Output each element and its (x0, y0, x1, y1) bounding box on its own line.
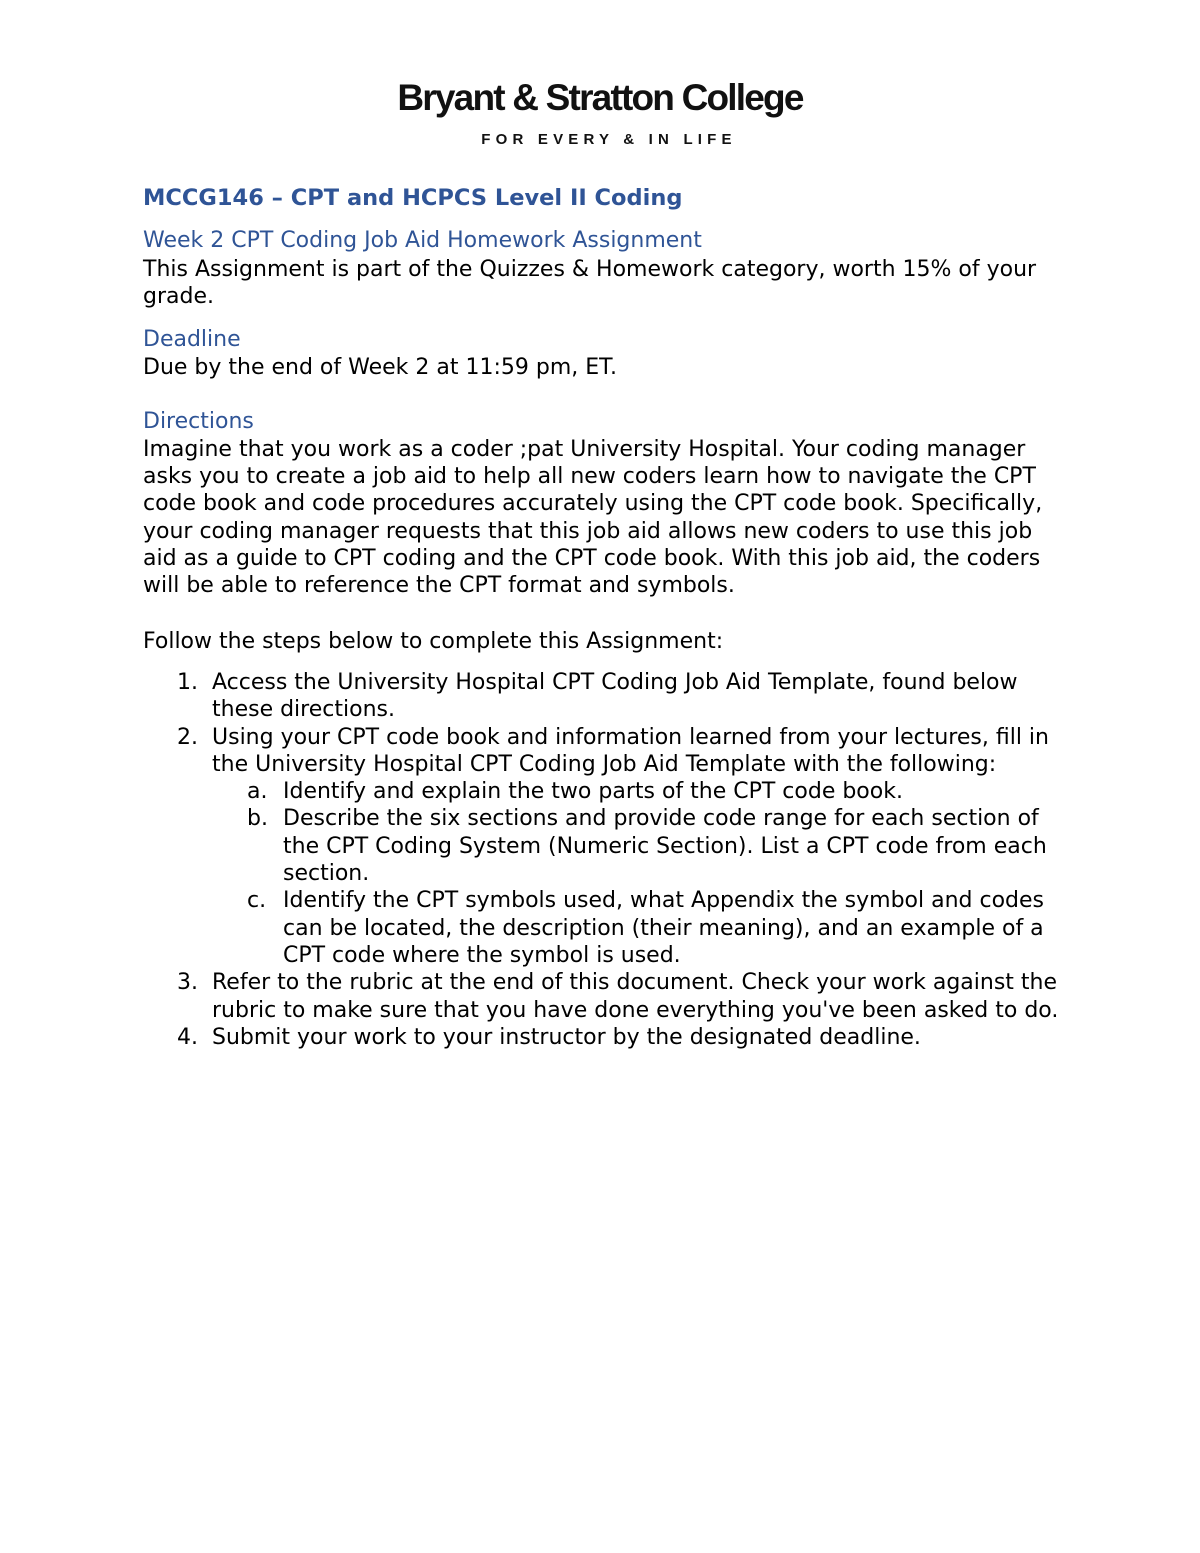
substep-letter: a. (247, 779, 268, 805)
assignment-content (143, 182, 1063, 1051)
steps-list (143, 669, 1063, 1051)
substep-letter: b. (247, 806, 268, 832)
deadline-text: Due by the end of Week 2 at 11:59 pm, ET. (143, 354, 617, 380)
step-item (143, 969, 1063, 1024)
substep-item (212, 805, 1063, 887)
step-text: Access the University Hospital CPT Coding Job Aid Template, found below these directions. (212, 669, 1018, 723)
step-text: Refer to the rubric at the end of this document. Check your work against the rubric to make sure that you have done everything you've been asked to do. (212, 970, 1059, 1023)
substep-text: Describe the six sections and provide code range for each section of the CPT Coding System (Numeric Section). List a CPT code from each section. (283, 806, 1047, 887)
step-number: 2. (177, 724, 198, 750)
directions-text: Imagine that you work as a coder ;pat University Hospital. Your coding manager asks you to create a job aid to help all new coders learn how to navigate the CPT code book and code procedures accurately using the CPT code book. Specifically, your coding manager requests that this job aid allows new coders to use this job aid as a guide to CPT coding and the CPT code book. With this job aid, the coders will be able to reference the CPT format and symbols. (143, 436, 1043, 599)
assignment-subtitle: Week 2 CPT Coding Job Aid Homework Assignment (143, 228, 702, 253)
step-item (143, 1024, 1063, 1051)
course-title: MCCG146 – CPT and HCPCS Level II Coding (143, 185, 683, 211)
step-item (143, 724, 1063, 970)
substep-letter: c. (247, 888, 267, 914)
college-logo-name: Bryant & Stratton College (397, 77, 803, 118)
college-logo (0, 78, 1200, 149)
step-text: Submit your work to your instructor by the designated deadline. (212, 1024, 921, 1050)
directions-heading: Directions (143, 408, 254, 434)
step-text: Using your CPT code book and information learned from your lectures, fill in the University Hospital CPT Coding Job Aid Template with the following: (212, 724, 1049, 777)
substep-text: Identify the CPT symbols used, what Appendix the symbol and codes can be located, the description (their meaning), and an example of a CPT code where the symbol is used. (283, 888, 1045, 968)
step-number: 3. (177, 970, 198, 996)
substeps-list (212, 778, 1063, 969)
steps-intro: Follow the steps below to complete this Assignment: (143, 628, 724, 654)
deadline-heading: Deadline (143, 326, 241, 352)
step-number: 1. (177, 669, 198, 695)
step-number: 4. (177, 1024, 198, 1050)
substep-item (212, 887, 1063, 969)
step-item (143, 669, 1063, 724)
substep-item (212, 778, 1063, 805)
substep-text: Identify and explain the two parts of the CPT code book. (283, 779, 903, 805)
intro-paragraph: This Assignment is part of the Quizzes & Homework category, worth 15% of your grade. (143, 257, 1037, 310)
college-logo-tagline: FOR EVERY & IN LIFE (481, 131, 737, 148)
